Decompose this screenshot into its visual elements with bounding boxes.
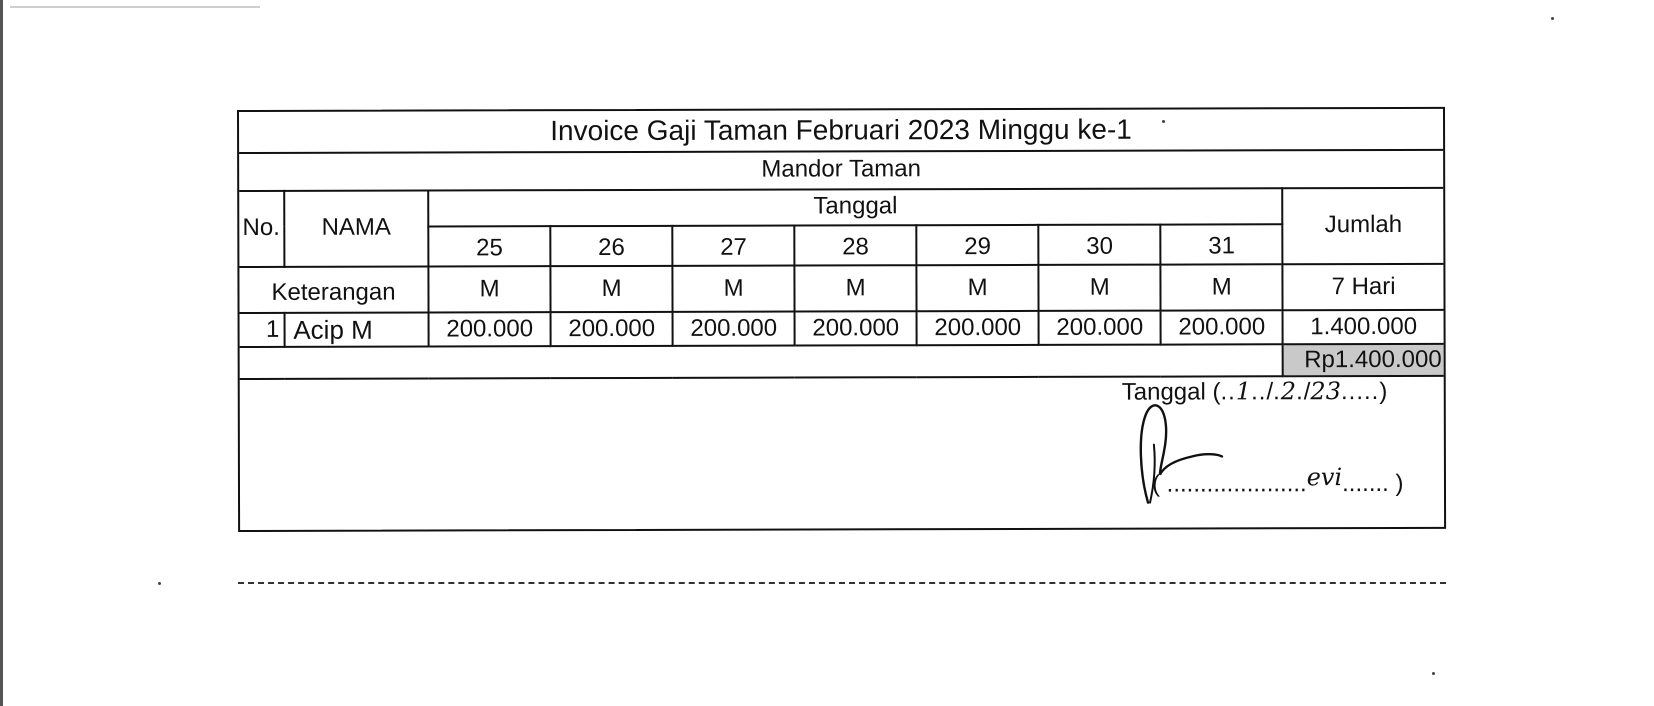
signature-name: ( .....................evi....... ) bbox=[1151, 463, 1404, 498]
amount-cell: 200.000 bbox=[429, 312, 551, 346]
status-code-cell: M bbox=[795, 265, 917, 311]
wage-table bbox=[239, 187, 1443, 380]
invoice-subtitle: Mandor Taman bbox=[239, 149, 1443, 192]
date-cell: 27 bbox=[672, 226, 794, 266]
cut-line bbox=[238, 582, 1446, 584]
row-total-cell: 1.400.000 bbox=[1283, 310, 1444, 344]
date-year: 23 bbox=[1310, 377, 1341, 406]
amount-cell: 200.000 bbox=[1039, 311, 1161, 345]
header-no: No. bbox=[239, 190, 284, 267]
keterangan-label: Keterangan bbox=[239, 266, 428, 312]
grand-total-cell: Rp1.400.000 bbox=[1283, 344, 1444, 376]
scan-left-edge bbox=[0, 0, 3, 706]
scan-speck bbox=[1551, 17, 1554, 20]
invoice-title: Invoice Gaji Taman Februari 2023 Minggu ke-1 bbox=[239, 109, 1443, 154]
scan-speck bbox=[1432, 672, 1435, 675]
date-suffix: ) bbox=[1379, 377, 1388, 406]
status-code-cell: M bbox=[551, 266, 673, 312]
invoice-sheet bbox=[237, 107, 1446, 532]
status-code-cell: M bbox=[673, 266, 795, 312]
scan-speck bbox=[158, 582, 161, 585]
total-spacer bbox=[240, 344, 1283, 379]
signature-date: Tanggal (..1../.2./23.....) bbox=[1121, 377, 1388, 406]
row-number: 1 bbox=[240, 313, 285, 347]
amount-cell: 200.000 bbox=[551, 312, 673, 346]
date-prefix: Tanggal ( bbox=[1121, 378, 1221, 406]
header-tanggal: Tanggal bbox=[428, 187, 1282, 226]
table-row bbox=[240, 310, 1444, 347]
header-jumlah: Jumlah bbox=[1282, 187, 1443, 264]
name-written: evi bbox=[1306, 463, 1343, 492]
worker-name: Acip M bbox=[284, 312, 428, 346]
status-code-cell: M bbox=[1039, 265, 1161, 311]
amount-cell: 200.000 bbox=[917, 311, 1039, 345]
status-code-cell: M bbox=[1161, 264, 1283, 310]
amount-cell: 200.000 bbox=[1161, 310, 1283, 344]
status-code-cell: M bbox=[429, 266, 551, 312]
date-cell: 26 bbox=[550, 226, 672, 266]
date-cell: 30 bbox=[1039, 225, 1161, 265]
date-cell: 25 bbox=[428, 226, 550, 266]
amount-cell: 200.000 bbox=[673, 312, 795, 346]
date-cell: 29 bbox=[916, 225, 1038, 265]
date-cell: 28 bbox=[794, 225, 916, 265]
date-cell: 31 bbox=[1161, 224, 1283, 264]
status-code-cell: M bbox=[917, 265, 1039, 311]
total-days-cell: 7 Hari bbox=[1283, 264, 1444, 310]
name-close: ) bbox=[1395, 469, 1404, 497]
amount-cell: 200.000 bbox=[795, 311, 917, 345]
header-nama: NAMA bbox=[284, 189, 429, 266]
date-month: 2 bbox=[1280, 377, 1297, 406]
date-day: 1 bbox=[1235, 377, 1252, 406]
name-open: ( bbox=[1151, 470, 1161, 498]
scan-top-mark bbox=[10, 6, 260, 8]
